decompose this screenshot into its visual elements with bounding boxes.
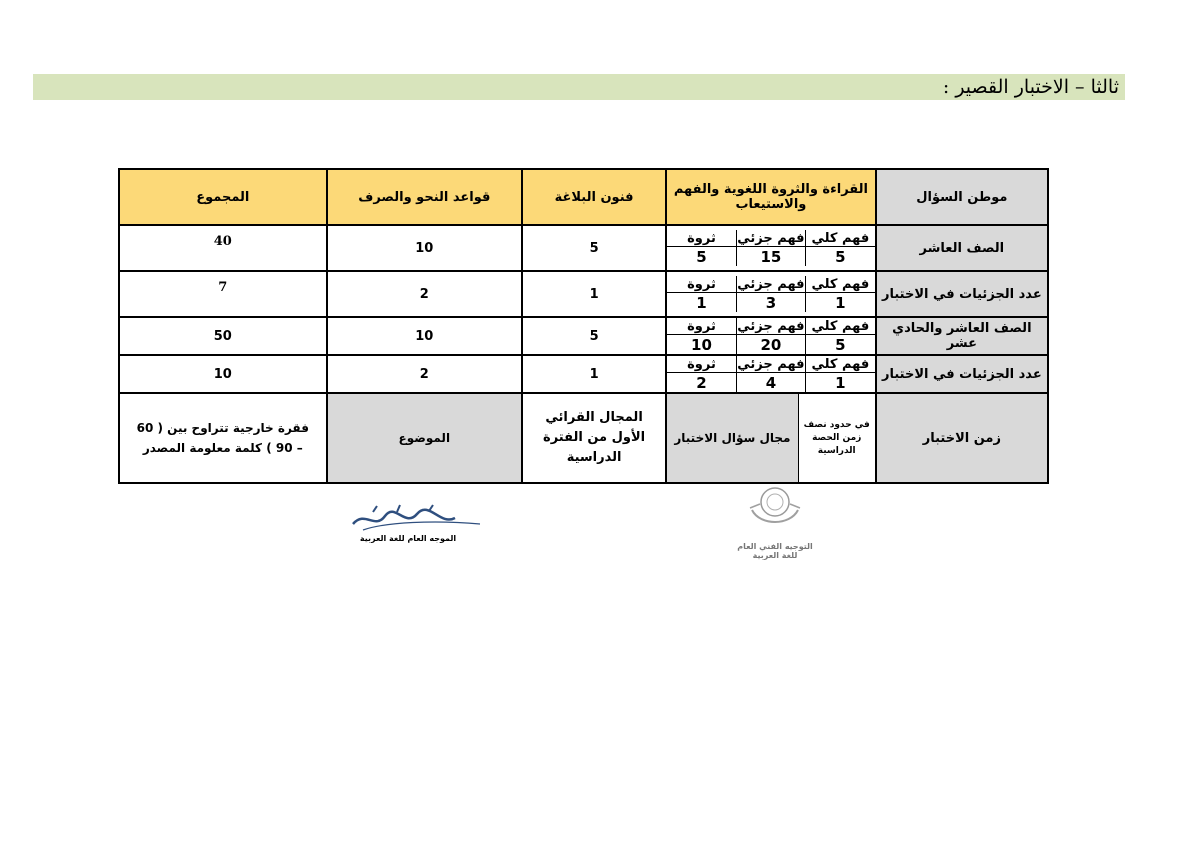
topic-label: الموضوع (327, 393, 522, 483)
sub-label-kolli: فهم كلي (811, 276, 870, 292)
value-balagha: 5 (522, 317, 666, 355)
value-total: 10 (119, 355, 327, 393)
table-row (119, 355, 1048, 393)
header-stub: موطن السؤال (876, 169, 1048, 225)
value-juzei: 4 (736, 373, 805, 393)
header-total: المجموع (119, 169, 327, 225)
value-total: 40 (119, 225, 327, 271)
value-tharwa: 2 (667, 373, 736, 393)
supervisor-signature (345, 502, 485, 552)
table-row (119, 317, 1048, 355)
value-balagha: 1 (522, 355, 666, 393)
sub-label-tharwa: ثروة (667, 276, 736, 293)
signature-graphic (345, 502, 485, 552)
section-title-bar (33, 74, 1125, 100)
reading-breakdown (666, 317, 876, 355)
sub-label-kolli: فهم كلي (811, 230, 870, 246)
row-label: عدد الجزئيات في الاختبار (876, 355, 1048, 393)
section-title: ثالثا – الاختبار القصير : (942, 76, 1119, 98)
value-nahw: 10 (327, 317, 522, 355)
reading-breakdown (666, 355, 876, 393)
sub-label-juzei: فهم جزئي (737, 318, 805, 334)
reading-breakdown (666, 225, 876, 271)
exam-field-label: مجال سؤال الاختبار (667, 394, 798, 482)
sub-label-tharwa: ثروة (667, 356, 736, 373)
exam-time-value: في حدود نصف زمن الحصة الدراسية (798, 394, 875, 482)
exam-time-label: زمن الاختبار (876, 393, 1048, 483)
value-nahw: 2 (327, 355, 522, 393)
sub-label-juzei: فهم جزئي (737, 276, 805, 292)
value-juzei: 15 (736, 247, 805, 267)
signature-caption: الموجه العام للغة العربية (359, 534, 457, 543)
value-juzei: 3 (736, 293, 805, 313)
value-nahw: 2 (327, 271, 522, 317)
value-nahw: 10 (327, 225, 522, 271)
value-total: 7 (119, 271, 327, 317)
value-tharwa: 10 (667, 335, 736, 355)
seal-emblem (730, 482, 820, 538)
department-seal (730, 482, 820, 560)
table-row (119, 225, 1048, 271)
value-kolli: 5 (806, 247, 875, 267)
sub-label-tharwa: ثروة (667, 318, 736, 335)
value-kolli: 1 (806, 293, 875, 313)
row-label: الصف العاشر (876, 225, 1048, 271)
reading-breakdown (666, 271, 876, 317)
value-total: 50 (119, 317, 327, 355)
value-kolli: 5 (806, 335, 875, 355)
value-tharwa: 1 (667, 293, 736, 313)
header-nahw: قواعد النحو والصرف (327, 169, 522, 225)
table-row (119, 271, 1048, 317)
exam-spec-table (118, 168, 1049, 484)
value-kolli: 1 (806, 373, 875, 393)
header-reading: القراءة والثروة اللغوية والفهم والاستيعاب (666, 169, 876, 225)
row-label: عدد الجزئيات في الاختبار (876, 271, 1048, 317)
seal-caption: التوجيه الفني العام للغة العربية (737, 542, 813, 560)
sub-label-kolli: فهم كلي (811, 318, 870, 334)
sub-label-juzei: فهم جزئي (737, 356, 805, 372)
sub-label-juzei: فهم جزئي (737, 230, 805, 246)
value-tharwa: 5 (667, 247, 736, 267)
header-row (119, 169, 1048, 225)
sub-label-kolli: فهم كلي (811, 356, 870, 372)
header-balagha: فنون البلاغة (522, 169, 666, 225)
row-label: الصف العاشر والحادي عشر (876, 317, 1048, 355)
value-balagha: 5 (522, 225, 666, 271)
value-balagha: 1 (522, 271, 666, 317)
topic-value: فقرة خارجية تتراوح بين ( 60 – 90 ) كلمة معلومة المصدر (119, 393, 327, 483)
exam-details-row (119, 393, 1048, 483)
sub-label-tharwa: ثروة (667, 230, 736, 247)
exam-field-value: المجال القرائي الأول من الفترة الدراسية (522, 393, 666, 483)
time-and-field-cell (666, 393, 876, 483)
value-juzei: 20 (736, 335, 805, 355)
